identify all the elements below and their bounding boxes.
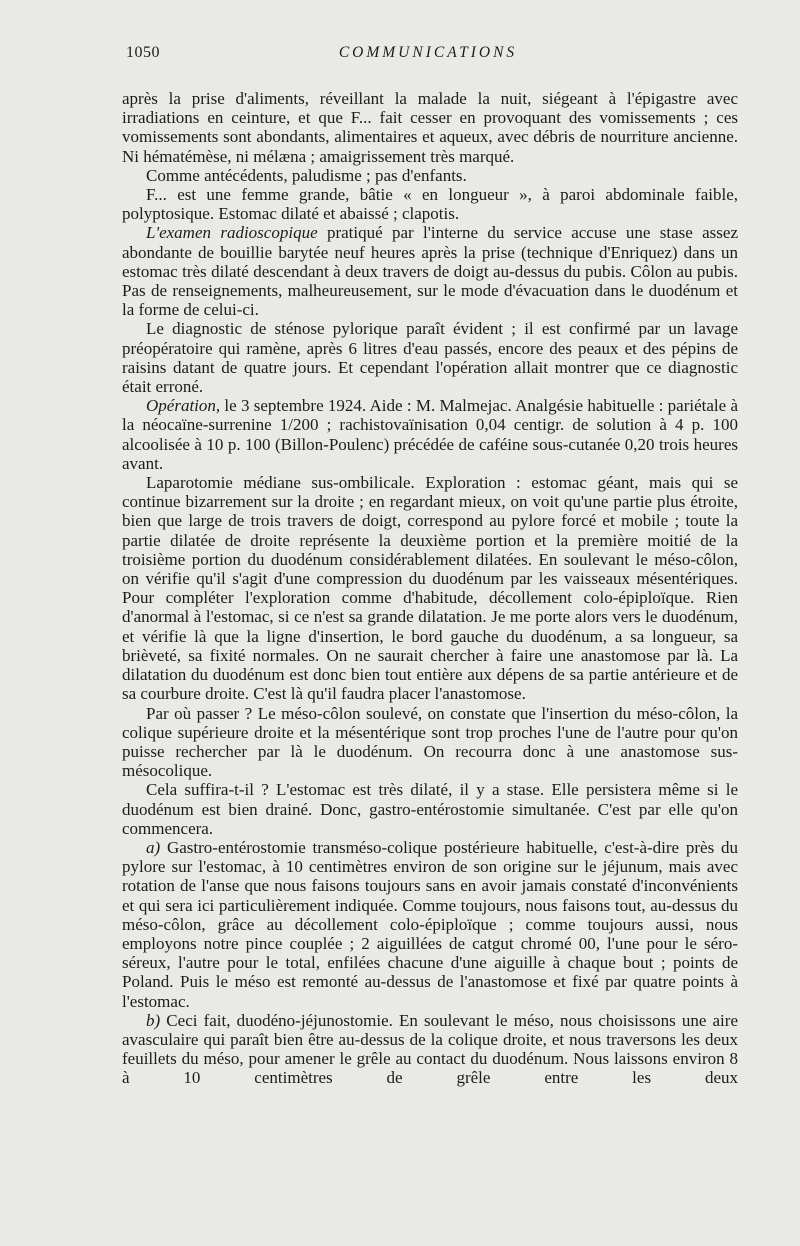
- paragraph: Cela suffira-t-il ? L'estomac est très dilaté, il y a stase. Elle persistera même si le duodénum est bien drainé. Donc, gastro-entérostomie simultanée. C'est par elle qu'on commencera.: [122, 780, 738, 838]
- paragraph: a) Gastro-entérostomie transméso-colique postérieure habituelle, c'est-à-dire près du pylore sur l'estomac, à 10 centimètres environ de son origine sur le jéjunum, mais avec rotation de l'anse que nous faisons toujours sans en avoir jamais constaté d'inconvénients et qui sera ici particulièrement indiquée. Comme toujours, nous faisons tout, au-dessus du méso-côlon, grâce au décollement colo-épiploïque ; comme toujours aussi, nous employons notre pince couplée ; 2 aiguillées de catgut chromé 00, l'une pour le séro-séreux, l'autre pour le total, enfilées chacune d'une aiguille à chaque bout ; points de Poland. Puis le méso est remonté au-dessus de l'anastomose et fixé par quatre points à l'estomac.: [122, 837, 738, 1011]
- paragraph: F... est une femme grande, bâtie « en longueur », à paroi abdominale faible, polyptosique. Estomac dilaté et abaissé ; clapotis.: [122, 185, 738, 224]
- paragraph: L'examen radioscopique pratiqué par l'interne du service accuse une stase assez abondante de bouillie barytée neuf heures après la prise (technique d'Enriquez) dans un estomac très dilaté descendant à deux travers de doigt au-dessus du pubis. Côlon au pubis. Pas de renseignements, malheureusement, sur le mode d'évacuation dans le duodénum et la forme de celui-ci.: [122, 223, 738, 320]
- italic-lead: L'examen radioscopique: [146, 223, 318, 243]
- page-number: 1050: [126, 44, 160, 61]
- italic-lead: a): [146, 837, 161, 857]
- paragraph: après la prise d'aliments, réveillant la malade la nuit, siégeant à l'épigastre avec irradiations en ceinture, et que F... fait cesser en provoquant des vomissements ; ces vomissements sont abondants, alimentaires et aqueux, avec débris de nourriture ancienne. Ni hématémèse, ni mélæna ; amaigrissement très marqué.: [122, 89, 738, 166]
- italic-lead: Opération,: [146, 396, 221, 416]
- paragraph: b) Ceci fait, duodéno-jéjunostomie. En soulevant le méso, nous choisissons une aire avasculaire qui paraît bien être au-dessus de la colique droite, et nous traversons les deux feuillets du méso, pour amener le grêle au contact du duodénum. Nous laissons environ 8 à 10 centimètres de grêle entre les deux: [122, 1010, 738, 1088]
- page-header: [118, 44, 738, 66]
- paragraph: Le diagnostic de sténose pylorique paraît évident ; il est confirmé par un lavage préopératoire qui ramène, après 6 litres d'eau passés, encore des peaux et des pépins de raisins datant de quatre jours. Et cependant l'opération allait montrer que ce diagnostic était erroné.: [122, 319, 738, 397]
- running-title: COMMUNICATIONS: [338, 44, 518, 61]
- italic-lead: b): [146, 1010, 161, 1030]
- paragraph: Comme antécédents, paludisme ; pas d'enfants.: [146, 165, 467, 185]
- body-text: [122, 89, 738, 1088]
- paragraph: Laparotomie médiane sus-ombilicale. Exploration : estomac géant, mais qui se continue bizarrement sur la droite ; en regardant mieux, on voit qu'une partie plus étroite, bien que large de trois travers de doigt, correspond au pylore forcé et mobile ; toute la partie dilatée de droite représente la deuxième portion et la première moitié de la troisième portion du duodénum considérablement dilatées. En soulevant le méso-côlon, on vérifie qu'il s'agit d'une compression du duodénum par les vaisseaux mésentériques. Pour compléter l'exploration comme d'habitude, décollement colo-épiploïque. Rien d'anormal à l'estomac, si ce n'est sa grande dilatation. Je me porte alors vers le duodénum, et vérifie là que la ligne d'insertion, le bord gauche du duodénum, a sa longueur, sa brièveté, sa fixité normales. On ne saurait chercher à faire une anastomose par là. La dilatation du duodénum est donc bien tout entière aux dépens de sa partie antérieure et de sa courbure droite. C'est là qu'il faudra placer l'anastomose.: [122, 473, 738, 704]
- paragraph: Opération, le 3 septembre 1924. Aide : M. Malmejac. Analgésie habituelle : pariétale à la néocaïne-surrenine 1/200 ; rachistovaïnisation 0,04 centigr. de solution à 4 p. 100 alcoolisée à 10 p. 100 (Billon-Poulenc) précédée de caféine sous-cutanée 0,20 trois heures avant.: [122, 396, 738, 473]
- paragraph: Par où passer ? Le méso-côlon soulevé, on constate que l'insertion du méso-côlon, la colique supérieure droite et la mésentérique sont trop proches l'une de l'autre pour qu'on puisse rechercher par là le duodénum. On recourra donc à une anastomose sus-mésocolique.: [122, 703, 738, 781]
